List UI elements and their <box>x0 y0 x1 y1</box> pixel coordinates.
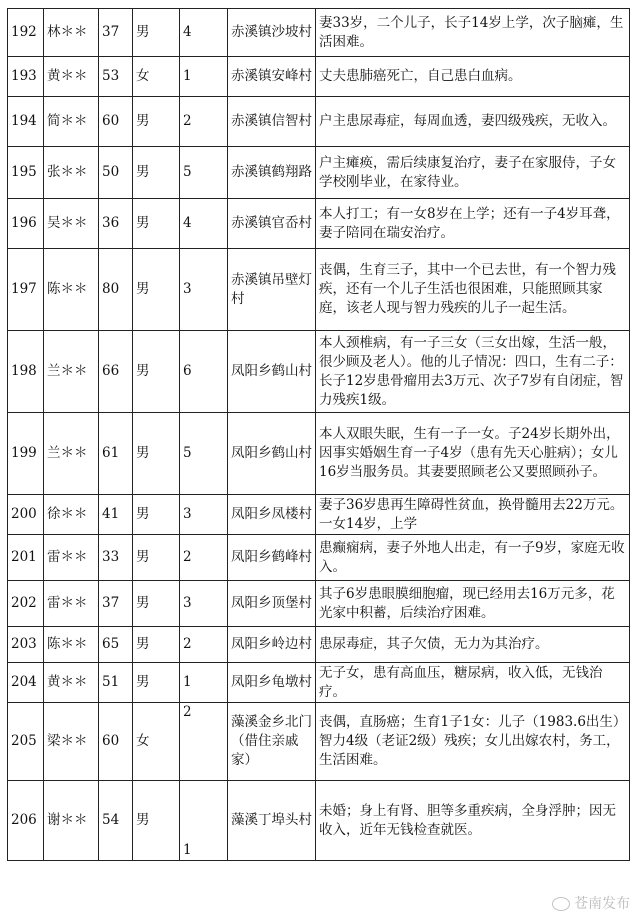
person-name: 雷＊＊ <box>44 581 99 627</box>
row-number: 206 <box>8 781 44 861</box>
household-count: 5 <box>180 413 228 495</box>
address: 赤溪镇鹤翔路 <box>228 147 316 199</box>
address: 凤阳乡龟墩村 <box>228 663 316 703</box>
table-row <box>8 627 630 663</box>
address: 赤溪镇安峰村 <box>228 57 316 97</box>
person-name: 梁＊＊ <box>44 703 99 781</box>
table-row <box>8 249 630 331</box>
address: 凤阳乡岭边村 <box>228 627 316 663</box>
sex: 男 <box>133 663 180 703</box>
table-row <box>8 199 630 249</box>
age: 51 <box>99 663 133 703</box>
person-name: 黄＊＊ <box>44 663 99 703</box>
age: 54 <box>99 781 133 861</box>
person-name: 简＊＊ <box>44 97 99 147</box>
household-count: 2 <box>180 535 228 581</box>
table-body <box>8 9 630 861</box>
table-row <box>8 535 630 581</box>
sex: 男 <box>133 581 180 627</box>
situation-description: 妻33岁，二个儿子，长子14岁上学，次子脑瘫，生活困难。 <box>316 9 630 57</box>
situation-description: 本人打工；有一女8岁在上学；还有一子4岁耳聋，妻子陪同在瑞安治疗。 <box>316 199 630 249</box>
situation-description: 其子6岁患眼膜细胞瘤，现已经用去16万元多，花光家中积蓄，后续治疗困难。 <box>316 581 630 627</box>
aid-recipient-table <box>7 8 630 861</box>
sex: 男 <box>133 97 180 147</box>
person-name: 兰＊＊ <box>44 413 99 495</box>
age: 41 <box>99 495 133 535</box>
address: 赤溪镇信智村 <box>228 97 316 147</box>
age: 60 <box>99 703 133 781</box>
situation-description: 户主瘫痪，需后续康复治疗，妻子在家服侍，子女学校刚毕业，在家待业。 <box>316 147 630 199</box>
row-number: 205 <box>8 703 44 781</box>
sex: 男 <box>133 495 180 535</box>
table-row <box>8 781 630 861</box>
situation-description: 丈夫患肺癌死亡，自己患白血病。 <box>316 57 630 97</box>
watermark-text: 苍南发布 <box>574 896 630 912</box>
household-count: 4 <box>180 9 228 57</box>
sex: 男 <box>133 781 180 861</box>
row-number: 197 <box>8 249 44 331</box>
person-name: 吴＊＊ <box>44 199 99 249</box>
situation-description: 无子女，患有高血压，糖尿病，收入低，无钱治疗。 <box>316 663 630 703</box>
age: 36 <box>99 199 133 249</box>
situation-description: 本人颈椎病，有一子三女（三女出嫁，生活一般，很少顾及老人）。他的儿子情况：四口，生有二子：长子12岁患骨瘤用去3万元、次子7岁有自闭症，智力残疾1级。 <box>316 331 630 413</box>
sex: 女 <box>133 703 180 781</box>
row-number: 196 <box>8 199 44 249</box>
situation-description: 户主患尿毒症，每周血透，妻四级残疾，无收入。 <box>316 97 630 147</box>
household-count: 4 <box>180 199 228 249</box>
situation-description: 丧偶，直肠癌；生育1子1女：儿子（1983.6出生）智力4级（老证2级）残疾；女儿出嫁农村，务工，生活困难。 <box>316 703 630 781</box>
table-row <box>8 331 630 413</box>
address: 凤阳乡凤楼村 <box>228 495 316 535</box>
age: 37 <box>99 9 133 57</box>
sex: 男 <box>133 249 180 331</box>
row-number: 194 <box>8 97 44 147</box>
row-number: 199 <box>8 413 44 495</box>
row-number: 204 <box>8 663 44 703</box>
table-row <box>8 9 630 57</box>
person-name: 兰＊＊ <box>44 331 99 413</box>
person-name: 张＊＊ <box>44 147 99 199</box>
household-count: 1 <box>180 781 228 861</box>
sex: 男 <box>133 9 180 57</box>
person-name: 黄＊＊ <box>44 57 99 97</box>
sex: 男 <box>133 199 180 249</box>
household-count: 6 <box>180 331 228 413</box>
sex: 男 <box>133 535 180 581</box>
household-count: 2 <box>180 97 228 147</box>
row-number: 198 <box>8 331 44 413</box>
household-count: 3 <box>180 249 228 331</box>
household-count: 1 <box>180 663 228 703</box>
row-number: 203 <box>8 627 44 663</box>
situation-description: 本人双眼失眠，生有一子一女。子24岁长期外出，因事实婚姻生育一子4岁（患有先天心脏病）；女儿16岁当服务员。其妻要照顾老公又要照顾孙子。 <box>316 413 630 495</box>
household-count: 2 <box>180 703 228 781</box>
table-row <box>8 495 630 535</box>
watermark <box>552 893 630 913</box>
table-row <box>8 57 630 97</box>
wechat-icon <box>552 897 570 911</box>
age: 33 <box>99 535 133 581</box>
sex: 男 <box>133 147 180 199</box>
age: 80 <box>99 249 133 331</box>
table-row <box>8 413 630 495</box>
person-name: 陈＊＊ <box>44 249 99 331</box>
sex: 男 <box>133 627 180 663</box>
person-name: 雷＊＊ <box>44 535 99 581</box>
table-row <box>8 97 630 147</box>
address: 凤阳乡鹤山村 <box>228 413 316 495</box>
address: 凤阳乡鹤峰村 <box>228 535 316 581</box>
address: 赤溪镇官岙村 <box>228 199 316 249</box>
person-name: 徐＊＊ <box>44 495 99 535</box>
household-count: 5 <box>180 147 228 199</box>
age: 53 <box>99 57 133 97</box>
address: 藻溪丁埠头村 <box>228 781 316 861</box>
age: 61 <box>99 413 133 495</box>
row-number: 195 <box>8 147 44 199</box>
sex: 男 <box>133 331 180 413</box>
age: 37 <box>99 581 133 627</box>
age: 50 <box>99 147 133 199</box>
situation-description: 患尿毒症，其子欠债，无力为其治疗。 <box>316 627 630 663</box>
household-count: 1 <box>180 57 228 97</box>
situation-description: 妻子36岁患再生障碍性贫血，换骨髓用去22万元。一女14岁，上学 <box>316 495 630 535</box>
situation-description: 患癫痫病，妻子外地人出走，有一子9岁，家庭无收入。 <box>316 535 630 581</box>
table-row <box>8 663 630 703</box>
sex: 男 <box>133 413 180 495</box>
table-row <box>8 703 630 781</box>
household-count: 2 <box>180 627 228 663</box>
row-number: 193 <box>8 57 44 97</box>
household-count: 3 <box>180 495 228 535</box>
address: 赤溪镇吊壁灯村 <box>228 249 316 331</box>
household-count: 3 <box>180 581 228 627</box>
age: 65 <box>99 627 133 663</box>
sex: 女 <box>133 57 180 97</box>
address: 凤阳乡顶堡村 <box>228 581 316 627</box>
person-name: 谢＊＊ <box>44 781 99 861</box>
age: 60 <box>99 97 133 147</box>
row-number: 201 <box>8 535 44 581</box>
situation-description: 未婚；身上有肾、胆等多重疾病，全身浮肿；因无收入，近年无钱检查就医。 <box>316 781 630 861</box>
row-number: 200 <box>8 495 44 535</box>
table-row <box>8 147 630 199</box>
address: 赤溪镇沙坡村 <box>228 9 316 57</box>
address: 藻溪金乡北门（借住亲戚家） <box>228 703 316 781</box>
age: 66 <box>99 331 133 413</box>
person-name: 林＊＊ <box>44 9 99 57</box>
situation-description: 丧偶，生育三子，其中一个已去世，有一个智力残疾，还有一个儿子生活也很困难，只能照顾其家庭，该老人现与智力残疾的儿子一起生活。 <box>316 249 630 331</box>
address: 凤阳乡鹤山村 <box>228 331 316 413</box>
row-number: 202 <box>8 581 44 627</box>
table-row <box>8 581 630 627</box>
person-name: 陈＊＊ <box>44 627 99 663</box>
row-number: 192 <box>8 9 44 57</box>
